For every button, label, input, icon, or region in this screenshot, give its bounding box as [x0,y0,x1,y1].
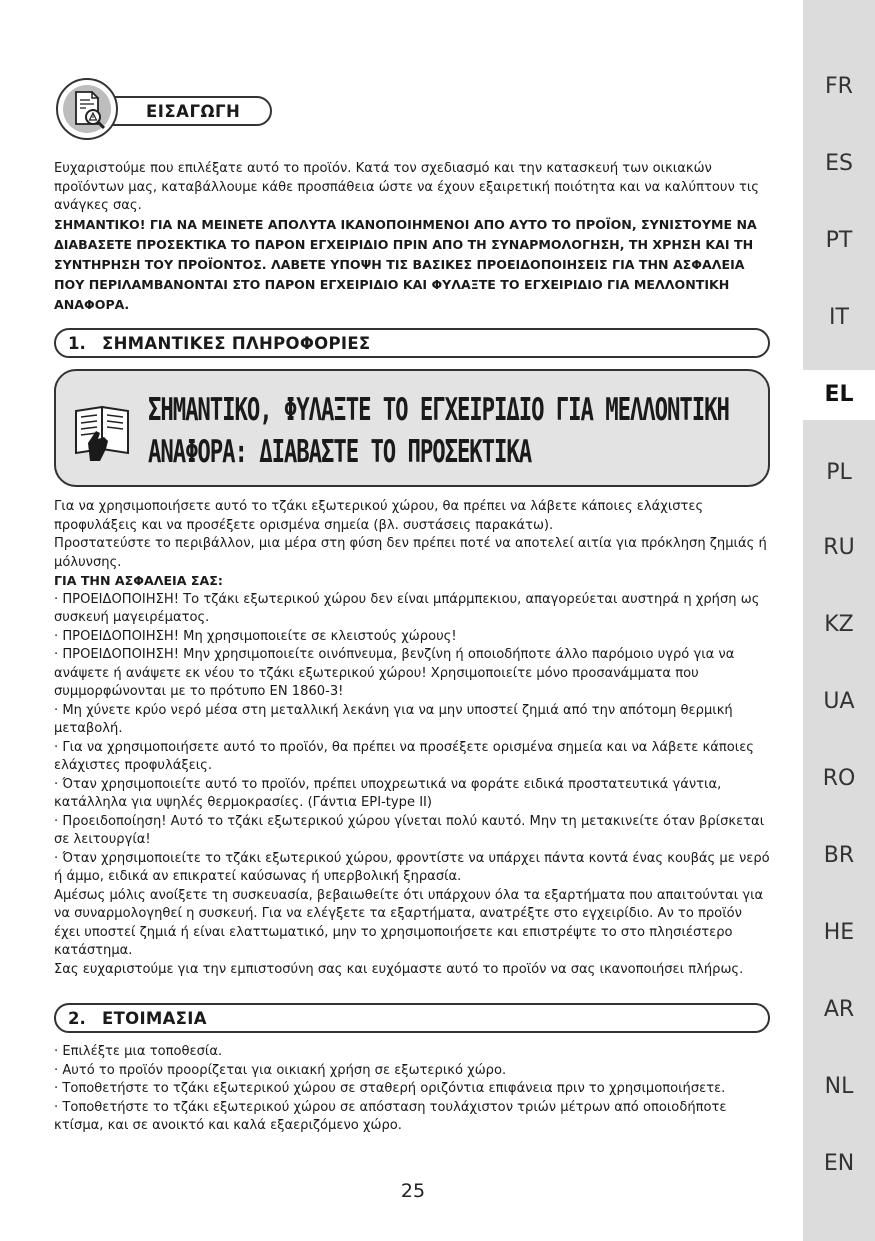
warning-line-2: ΑΝΑΦΟΡΑ: ΔΙΑΒΑΣΤΕ ΤΟ ΠΡΟΣΕΚΤΙΚΑ [148,434,532,470]
read-manual-icon [70,397,136,463]
intro-header [56,78,272,140]
lang-tab-ua[interactable]: UA [823,689,855,714]
lang-tab-kz[interactable]: KZ [824,612,854,637]
section-1-number: 1. [68,334,86,353]
lang-tab-it[interactable]: IT [829,305,849,330]
language-sidebar [803,0,875,1241]
lang-tab-pt[interactable]: PT [825,228,853,253]
lang-tab-ro[interactable]: RO [822,766,856,791]
warning-text [148,389,729,473]
section-1-header [54,328,770,358]
safety-bullet: · ΠΡΟΕΙΔΟΠΟΙΗΣΗ! Μη χρησιμοποιείτε σε κλειστούς χώρους! [54,628,457,644]
document-warning-icon [56,78,118,140]
lang-tab-fr[interactable]: FR [825,74,853,99]
lang-tab-ru[interactable]: RU [823,535,855,560]
safety-bullet: · ΠΡΟΕΙΔΟΠΟΙΗΣΗ! Το τζάκι εξωτερικού χώρου δεν είναι μπάρμπεκιου, απαγορεύεται αυστηρά η χρήση ως συσκευή μαγειρέματος. [54,591,760,625]
prep-bullet: · Τοποθετήστε το τζάκι εξωτερικού χώρου σε σταθερή οριζόντια επιφάνεια πριν το χρησιμοποιήσετε. [54,1081,726,1096]
safety-bullet: · ΠΡΟΕΙΔΟΠΟΙΗΣΗ! Μην χρησιμοποιείτε οινόπνευμα, βενζίνη ή οποιοδήποτε άλλο παρόμοιο υγρό για να ανάψετε ή ανάψετε εκ νέου το τζάκι εξωτερικού χώρου! Χρησιμοποιείτε μόνο προσανάμματα που συμμορφώνονται με το πρότυπο EN 1860-3! [54,647,735,699]
lang-tab-el[interactable]: EL [803,370,875,420]
section-2-title: ΕΤΟΙΜΑΣΙΑ [102,1009,207,1028]
section-1-p4: Σας ευχαριστούμε για την εμπιστοσύνη σας και ευχόμαστε αυτό το προϊόν να σας ικανοποιήσει πλήρως. [54,961,744,977]
lang-tab-he[interactable]: HE [823,920,855,945]
safety-bullet: · Όταν χρησιμοποιείτε αυτό το προϊόν, πρέπει υποχρεωτικά να φοράτε ειδικά προστατευτικά γάντια, κατάλληλα για υψηλές θερμοκρασίες. (Γάντια EPI-type II) [54,776,722,810]
safety-bullet: · Μη χύνετε κρύο νερό μέσα στη μεταλλική λεκάνη για να μην υποστεί ζημιά από την απότομη θερμική μεταβολή. [54,702,733,736]
section-1-p1: Για να χρησιμοποιήσετε αυτό το τζάκι εξωτερικού χώρου, θα πρέπει να λάβετε κάποιες ελάχιστες προφυλάξεις και να προσέξετε ορισμένα σημεία (βλ. συστάσεις παρακάτω). [54,499,704,533]
lang-tab-ar[interactable]: AR [823,997,855,1022]
lang-tab-nl[interactable]: NL [824,1074,854,1099]
prep-bullet: · Τοποθετήστε το τζάκι εξωτερικού χώρου σε απόσταση τουλάχιστον τριών μέτρων από οποιοδήποτε κτίσμα, και σε ανοικτό και καλά εξαεριζόμενο χώρο. [54,1099,727,1133]
intro-title: ΕΙΣΑΓΩΓΗ [146,102,241,121]
warning-box [54,369,770,487]
prep-bullet: · Αυτό το προϊόν προορίζεται για οικιακή χρήση σε εξωτερικό χώρο. [54,1062,507,1078]
lang-tab-br[interactable]: BR [823,843,855,868]
warning-line-1: ΣΗΜΑΝΤΙΚΟ, ΦΥΛΑΞΤΕ ΤΟ ΕΓΧΕΙΡΙΔΙΟ ΓΙΑ ΜΕΛΛΟΝΤΙΚΗ [148,392,729,428]
intro-emblem [56,78,118,140]
section-1-title: ΣΗΜΑΝΤΙΚΕΣ ΠΛΗΡΟΦΟΡΙΕΣ [102,334,371,353]
lang-tab-pl[interactable]: PL [826,460,852,485]
page-number: 25 [400,1180,426,1202]
intro-important: ΣΗΜΑΝΤΙΚΟ! ΓΙΑ ΝΑ ΜΕΙΝΕΤΕ ΑΠΟΛΥΤΑ ΙΚΑΝΟΠΟΙΗΜΕΝΟΙ ΑΠΟ ΑΥΤΟ ΤΟ ΠΡΟΪΟΝ, ΣΥΝΙΣΤΟΥΜΕ ΝΑ ΔΙΑΒΑΣΕΤΕ ΠΡΟΣΕΚΤΙΚΑ ΤΟ ΠΑΡΟΝ ΕΓΧΕΙΡΙΔΙΟ ΠΡΙΝ ΑΠΟ ΤΗ ΣΥΝΑΡΜΟΛΟΓΗΣΗ, ΤΗ ΧΡΗΣΗ ΚΑΙ ΤΗ ΣΥΝΤΗΡΗΣΗ ΤΟΥ ΠΡΟΪΟΝΤΟΣ. ΛΑΒΕΤΕ ΥΠΟΨΗ ΤΙΣ ΒΑΣΙΚΕΣ ΠΡΟΕΙΔΟΠΟΙΗΣΕΙΣ ΓΙΑ ΤΗΝ ΑΣΦΑΛΕΙΑ ΠΟΥ ΠΕΡΙΛΑΜΒΑΝΟΝΤΑΙ ΣΤΟ ΠΑΡΟΝ ΕΓΧΕΙΡΙΔΙΟ ΚΑΙ ΦΥΛΑΞΤΕ ΤΟ ΕΓΧΕΙΡΙΔΙΟ ΓΙΑ ΜΕΛΛΟΝΤΙΚΗ ΑΝΑΦΟΡΑ. [54,217,757,312]
prep-bullet: · Επιλέξτε μια τοποθεσία. [54,1044,223,1059]
section-2-number: 2. [68,1009,86,1028]
lang-tab-en[interactable]: EN [823,1151,855,1176]
safety-bullet: · Όταν χρησιμοποιείτε το τζάκι εξωτερικού χώρου, φροντίστε να υπάρχει πάντα κοντά ένας κουβάς με νερό ή άμμο, ειδικά αν επικρατεί καύσωνας ή υπερβολική ξηρασία. [54,850,770,884]
safety-bullet: · Για να χρησιμοποιήσετε αυτό το προϊόν, θα πρέπει να προσέξετε ορισμένα σημεία και να λάβετε κάποιες ελάχιστες προφυλάξεις. [54,739,754,773]
section-2-body [54,1043,772,1136]
section-2-header [54,1003,770,1033]
lang-tab-es[interactable]: ES [825,151,853,176]
intro-paragraph: Ευχαριστούμε που επιλέξατε αυτό το προϊόν. Κατά τον σχεδιασμό και την κατασκευή των οικιακών προϊόντων μας, καταβάλλουμε κάθε προσπάθεια ώστε να έχουν εξαιρετική ποιότητα και να καλύπτουν τις ανάγκες σας. [54,161,759,213]
section-1-body [54,498,772,979]
section-1-p3: Αμέσως μόλις ανοίξετε τη συσκευασία, βεβαιωθείτε ότι υπάρχουν όλα τα εξαρτήματα που απαιτούνται για να συναρμολογηθεί η συσκευή. Για να ελέγξετε τα εξαρτήματα, ανατρέξτε στο εγχειρίδιο. Αν το προϊόν έχει υποστεί ζημιά ή είναι ελαττωματικό, μην το χρησιμοποιήσετε και επιστρέψτε το στο πλησιέστερο κατάστημα. [54,887,764,958]
safety-heading: ΓΙΑ ΤΗΝ ΑΣΦΑΛΕΙΑ ΣΑΣ: [54,573,223,588]
section-1-p2: Προστατεύστε το περιβάλλον, μια μέρα στη φύση δεν πρέπει ποτέ να αποτελεί αιτία για πρόκληση ζημιάς ή μόλυνσης. [54,536,767,570]
intro-pill [96,96,272,126]
safety-bullet: · Προειδοποίηση! Αυτό το τζάκι εξωτερικού χώρου γίνεται πολύ καυτό. Μην τη μετακινείτε όταν βρίσκεται σε λειτουργία! [54,813,765,847]
